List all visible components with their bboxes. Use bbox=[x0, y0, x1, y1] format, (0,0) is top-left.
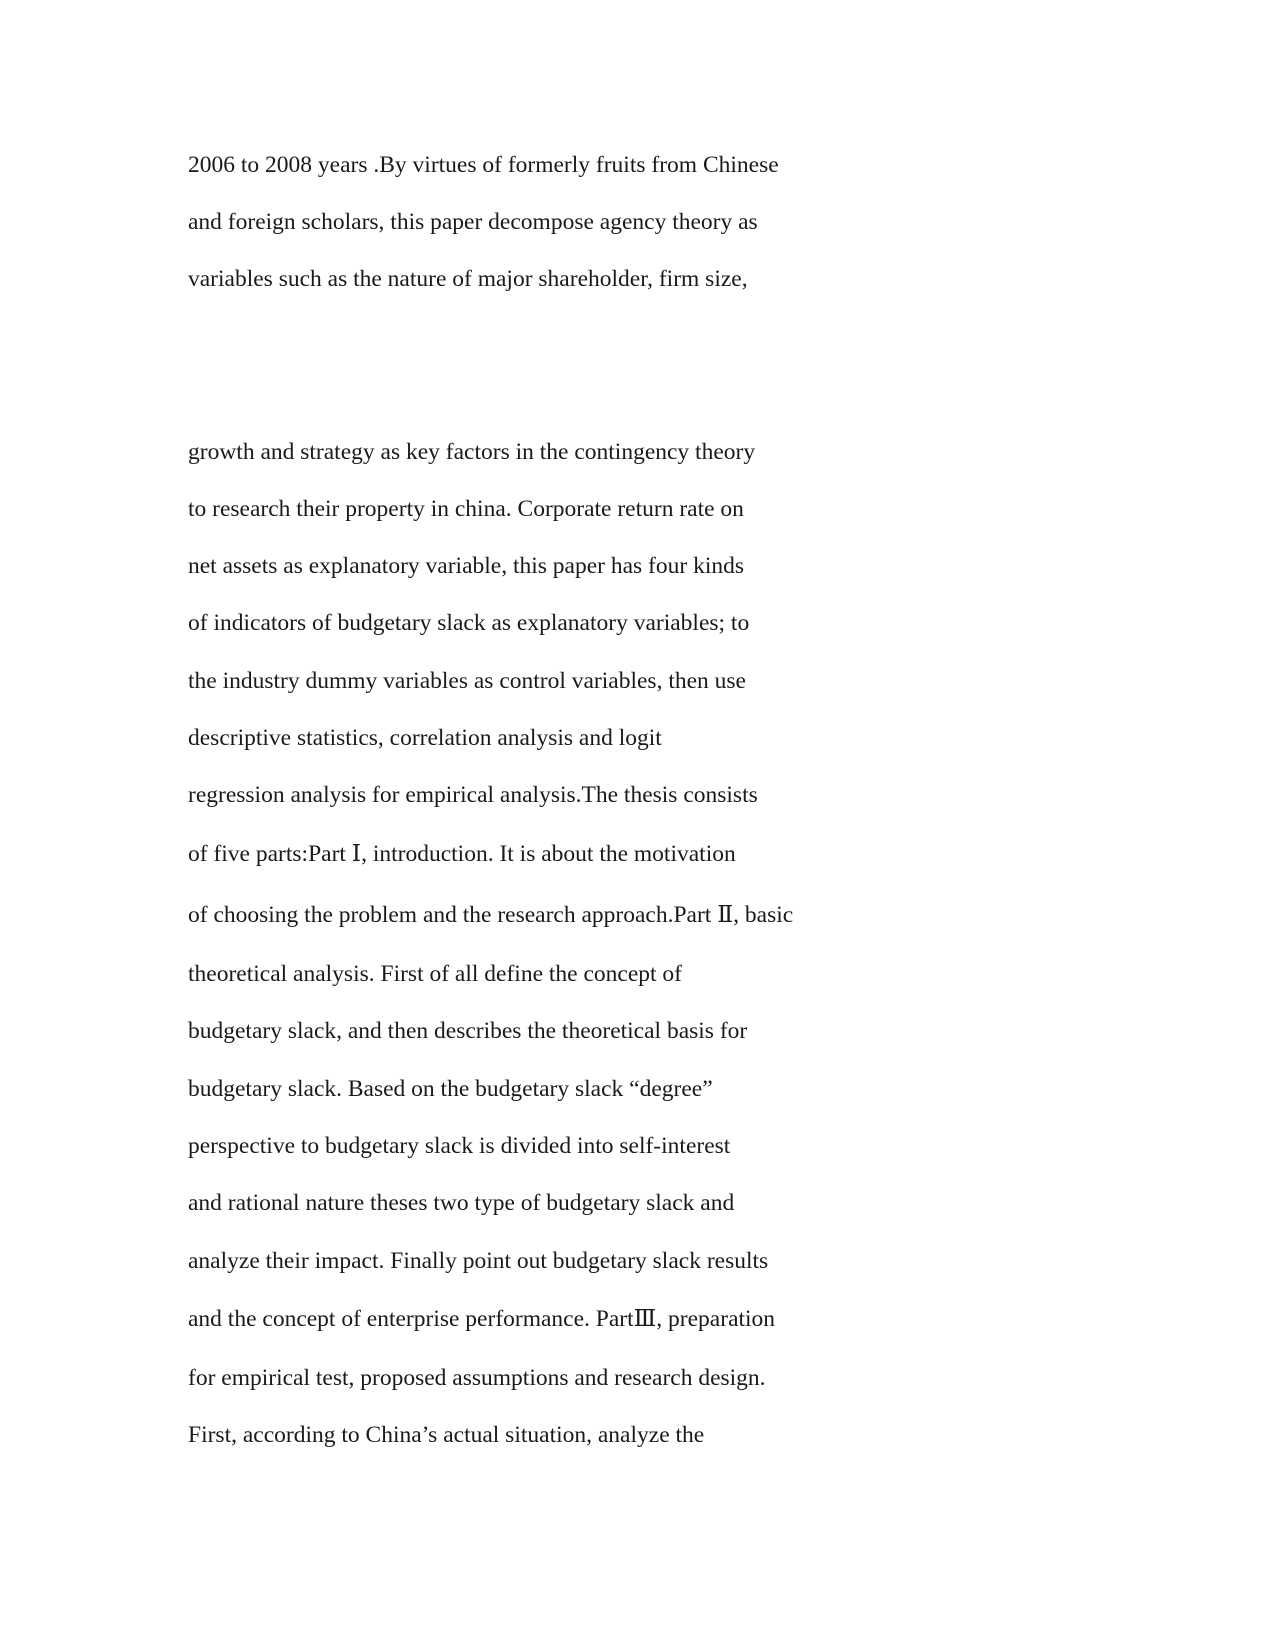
text-line-6: net assets as explanatory variable, this paper has four kinds bbox=[188, 553, 745, 579]
text-line-15: budgetary slack. Based on the budgetary slack “degree” bbox=[188, 1076, 713, 1102]
text-line-1: 2006 to 2008 years .By virtues of formerly fruits from Chinese bbox=[188, 152, 779, 178]
text-line-18: analyze their impact. Finally point out budgetary slack results bbox=[188, 1248, 769, 1274]
text-line-10: regression analysis for empirical analysis.The thesis consists bbox=[188, 782, 758, 808]
text-line-14: budgetary slack, and then describes the theoretical basis for bbox=[188, 1018, 748, 1044]
text-line-5: to research their property in china. Corporate return rate on bbox=[188, 496, 744, 522]
text-line-16: perspective to budgetary slack is divided into self-interest bbox=[188, 1133, 731, 1159]
text-line-3: variables such as the nature of major shareholder, firm size, bbox=[188, 266, 748, 292]
text-line-20: for empirical test, proposed assumptions and research design. bbox=[188, 1365, 766, 1391]
text-line-4: growth and strategy as key factors in the contingency theory bbox=[188, 439, 756, 465]
text-line-8: the industry dummy variables as control variables, then use bbox=[188, 668, 746, 694]
text-line-2: and foreign scholars, this paper decompose agency theory as bbox=[188, 209, 758, 235]
text-line-17: and rational nature theses two type of budgetary slack and bbox=[188, 1190, 735, 1216]
text-line-9: descriptive statistics, correlation analysis and logit bbox=[188, 725, 662, 751]
text-line-11: of five parts:Part Ⅰ, introduction. It is about the motivation bbox=[188, 841, 736, 867]
text-line-12: of choosing the problem and the research approach.Part Ⅱ, basic bbox=[188, 902, 794, 928]
text-line-21: First, according to China’s actual situation, analyze the bbox=[188, 1422, 705, 1448]
text-line-7: of indicators of budgetary slack as explanatory variables; to bbox=[188, 610, 750, 636]
text-line-19: and the concept of enterprise performance. PartⅢ, preparation bbox=[188, 1306, 776, 1332]
text-line-13: theoretical analysis. First of all define the concept of bbox=[188, 961, 682, 987]
